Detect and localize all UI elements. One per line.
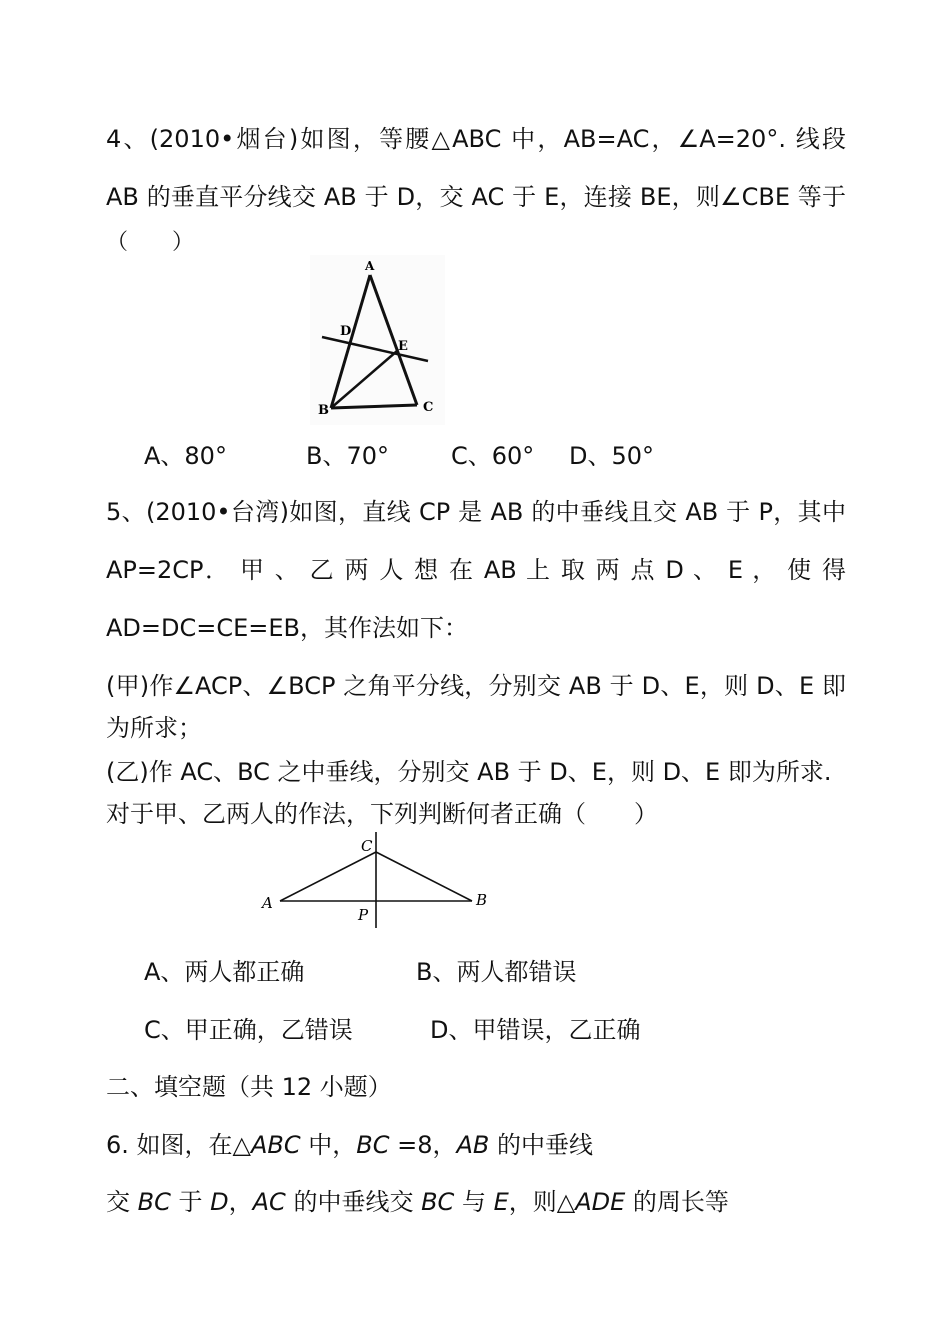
q5-triangle-figure <box>258 830 498 930</box>
q6-d: D <box>210 1188 229 1216</box>
label-c: C <box>361 837 373 855</box>
q6-text: 与 <box>454 1188 494 1216</box>
q4-answer-brackets: （ ） <box>106 230 195 255</box>
segment-ac <box>280 852 376 901</box>
q5-line-3: AD=DC=CE=EB，其作法如下： <box>106 614 469 642</box>
label-c: C <box>423 400 434 415</box>
q6-text: ， <box>228 1188 253 1216</box>
label-b: B <box>476 891 488 909</box>
q5-line-1: 5、(2010•台湾)如图，直线 CP 是 AB 的中垂线且交 AB 于 P，其中 <box>106 498 846 526</box>
q5-line-6: (乙)作 AC、BC 之中垂线，分别交 AB 于 D、E，则 D、E 即为所求. <box>106 758 832 786</box>
q6-text: 中， <box>300 1131 357 1159</box>
q6-ac: AC <box>252 1188 286 1216</box>
q6-text: =8， <box>389 1131 457 1159</box>
q6-text: 于 <box>170 1188 211 1216</box>
q5-option-b: B、两人都错误 <box>416 958 577 986</box>
q5-line-2: AP=2CP． 甲 、 乙 两 人 想 在 AB 上 取 两 点 D 、 E ， 使 得 <box>106 556 846 584</box>
q4-option-a: A、80° <box>144 442 227 470</box>
q6-text: 的周长等 <box>625 1188 729 1216</box>
q4-line-2: AB 的垂直平分线交 AB 于 D，交 AC 于 E，连接 BE，则∠CBE 等于 <box>106 183 846 211</box>
label-a: A <box>262 894 273 912</box>
q6-text: 交 <box>106 1188 138 1216</box>
q5-option-a: A、两人都正确 <box>144 958 305 986</box>
label-b: B <box>318 403 329 418</box>
q4-triangle-figure <box>310 255 445 425</box>
q6-bc: BC <box>137 1188 171 1216</box>
q6-ade: ADE <box>575 1188 626 1216</box>
q4-option-d: D、50° <box>569 442 655 470</box>
label-e: E <box>398 339 408 354</box>
q5-option-c: C、甲正确，乙错误 <box>144 1016 353 1044</box>
q6-line-1 <box>106 1130 593 1160</box>
q6-e: E <box>493 1188 509 1216</box>
q4-option-b: B、70° <box>306 442 390 470</box>
q5-line-7: 对于甲、乙两人的作法，下列判断何者正确（ ） <box>106 800 658 828</box>
q5-line-5: 为所求； <box>106 714 202 742</box>
section-heading: 二、填空题（共 12 小题） <box>106 1073 392 1101</box>
q4-line-1: 4、(2010•烟台)如图，等腰△ABC 中，AB=AC，∠A=20°. 线段 <box>106 125 846 153</box>
q6-line-2 <box>106 1187 729 1217</box>
label-p: P <box>358 906 369 924</box>
q6-abc: ABC <box>250 1131 301 1159</box>
q6-text: 的中垂线交 <box>285 1188 422 1216</box>
q6-text: ，则△ <box>508 1188 576 1216</box>
q6-ab: AB <box>456 1131 490 1159</box>
q5-option-d: D、甲错误，乙正确 <box>430 1016 641 1044</box>
segment-cb <box>376 852 472 901</box>
label-a: A <box>365 259 375 273</box>
q6-bc2: BC <box>421 1188 455 1216</box>
q6-text: 6. 如图，在△ <box>106 1131 251 1159</box>
q6-bc: BC <box>356 1131 390 1159</box>
q5-line-4: (甲)作∠ACP、∠BCP 之角平分线，分别交 AB 于 D、E，则 D、E 即 <box>106 672 846 700</box>
q6-text: 的中垂线 <box>489 1131 594 1159</box>
q4-option-c: C、60° <box>451 442 535 470</box>
label-d: D <box>340 324 352 339</box>
